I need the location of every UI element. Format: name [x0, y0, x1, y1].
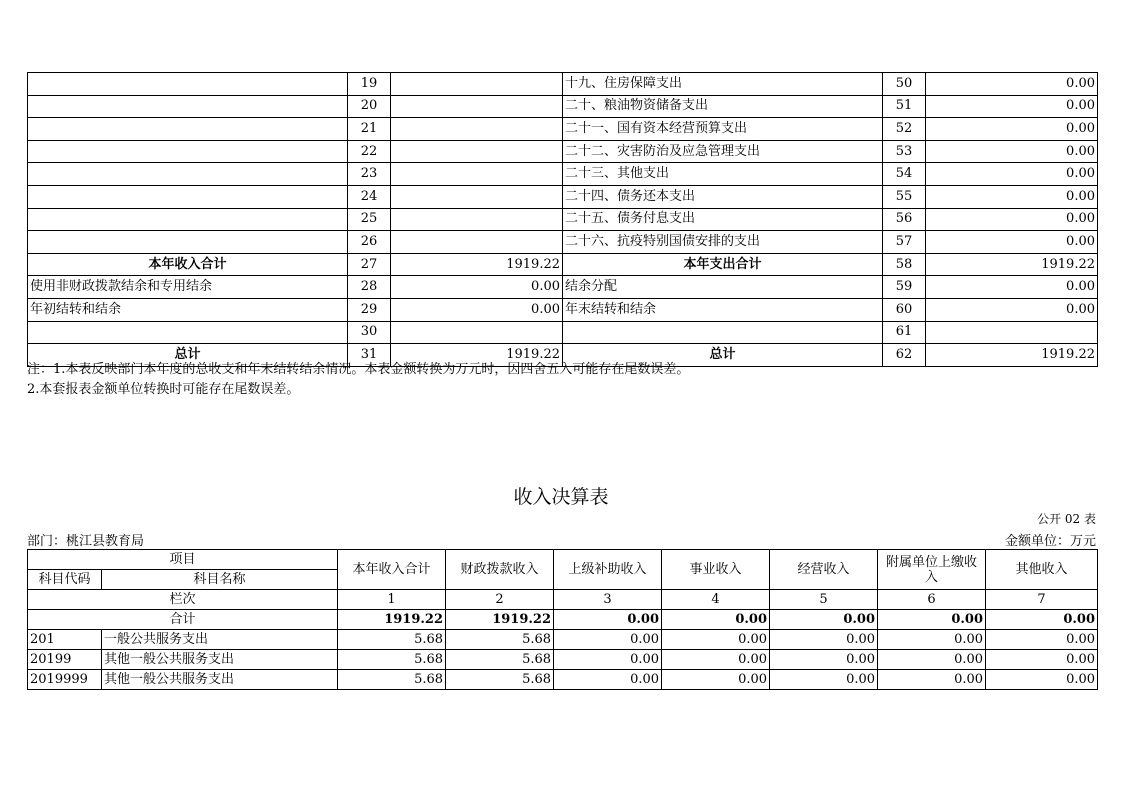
amount-cell: 0.00	[662, 650, 770, 670]
amount-cell: 5.68	[446, 630, 554, 650]
expenditure-amount: 0.00	[926, 95, 1098, 118]
department-label: 部门：桃江县教育局	[27, 534, 145, 549]
amount-cell: 0.00	[554, 630, 662, 650]
header-col-1: 本年收入合计	[338, 550, 446, 590]
amount-cell: 5.68	[446, 670, 554, 690]
total-value: 0.00	[986, 610, 1098, 630]
income-item-label	[28, 321, 348, 344]
amount-cell: 0.00	[878, 670, 986, 690]
income-row-number: 19	[348, 73, 391, 96]
income-amount: 0.00	[391, 298, 563, 321]
expenditure-item-label: 年末结转和结余	[563, 298, 883, 321]
income-row-number: 23	[348, 163, 391, 186]
column-number: 1	[338, 590, 446, 610]
expenditure-row-number: 58	[883, 253, 926, 276]
total-value: 1919.22	[338, 610, 446, 630]
income-item-label	[28, 231, 348, 254]
summary-row	[28, 95, 1098, 118]
header-subject-code: 科目代码	[28, 570, 102, 590]
amount-cell: 5.68	[338, 630, 446, 650]
subject-code: 20199	[28, 650, 102, 670]
column-number-row	[28, 590, 1098, 610]
expenditure-amount: 0.00	[926, 276, 1098, 299]
income-expenditure-summary-table	[27, 72, 1098, 367]
amount-cell: 0.00	[554, 650, 662, 670]
expenditure-item-label: 二十、粮油物资储备支出	[563, 95, 883, 118]
total-value: 1919.22	[446, 610, 554, 630]
income-row-number: 29	[348, 298, 391, 321]
income-item-label	[28, 118, 348, 141]
income-row-number: 26	[348, 231, 391, 254]
expenditure-row-number: 60	[883, 298, 926, 321]
subject-name: 一般公共服务支出	[102, 630, 338, 650]
expenditure-row-number: 52	[883, 118, 926, 141]
income-item-label: 本年收入合计	[28, 253, 348, 276]
income-row-number: 22	[348, 140, 391, 163]
income-item-label	[28, 185, 348, 208]
summary-row	[28, 321, 1098, 344]
amount-cell: 0.00	[770, 670, 878, 690]
income-row-number: 30	[348, 321, 391, 344]
expenditure-item-label: 本年支出合计	[563, 253, 883, 276]
expenditure-row-number: 57	[883, 231, 926, 254]
expenditure-item-label: 二十五、债务付息支出	[563, 208, 883, 231]
income-row-number: 31	[348, 344, 391, 367]
summary-row	[28, 253, 1098, 276]
amount-cell: 0.00	[986, 630, 1098, 650]
amount-cell: 0.00	[878, 650, 986, 670]
amount-cell: 0.00	[770, 630, 878, 650]
expenditure-item-label: 二十六、抗疫特别国债安排的支出	[563, 231, 883, 254]
expenditure-item-label: 二十一、国有资本经营预算支出	[563, 118, 883, 141]
row-label: 栏次	[28, 590, 338, 610]
income-item-label	[28, 73, 348, 96]
header-row-1	[28, 550, 1098, 570]
expenditure-amount: 1919.22	[926, 253, 1098, 276]
income-amount	[391, 95, 563, 118]
expenditure-item-label: 结余分配	[563, 276, 883, 299]
expenditure-amount: 0.00	[926, 140, 1098, 163]
column-number: 7	[986, 590, 1098, 610]
expenditure-item-label: 二十三、其他支出	[563, 163, 883, 186]
total-label: 合计	[28, 610, 338, 630]
amount-cell: 5.68	[446, 650, 554, 670]
expenditure-amount: 0.00	[926, 163, 1098, 186]
income-row-number: 21	[348, 118, 391, 141]
header-col-2: 财政拨款收入	[446, 550, 554, 590]
summary-row	[28, 185, 1098, 208]
header-col-6: 附属单位上缴收入	[878, 550, 986, 590]
total-value: 0.00	[878, 610, 986, 630]
page-title: 收入决算表	[513, 486, 609, 508]
amount-cell: 0.00	[662, 630, 770, 650]
amount-cell: 0.00	[662, 670, 770, 690]
summary-row	[28, 231, 1098, 254]
unit-label: 金额单位：万元	[1004, 534, 1096, 549]
expenditure-amount: 0.00	[926, 118, 1098, 141]
expenditure-item-label: 十九、住房保障支出	[563, 73, 883, 96]
income-row-number: 27	[348, 253, 391, 276]
column-number: 2	[446, 590, 554, 610]
income-row-number: 20	[348, 95, 391, 118]
expenditure-amount: 1919.22	[926, 344, 1098, 367]
summary-row	[28, 298, 1098, 321]
income-amount	[391, 231, 563, 254]
header-col-3: 上级补助收入	[554, 550, 662, 590]
income-item-label: 使用非财政拨款结余和专用结余	[28, 276, 348, 299]
summary-row	[28, 163, 1098, 186]
income-amount	[391, 208, 563, 231]
income-row-number: 28	[348, 276, 391, 299]
summary-row	[28, 118, 1098, 141]
header-col-7: 其他收入	[986, 550, 1098, 590]
column-number: 4	[662, 590, 770, 610]
expenditure-item-label	[563, 321, 883, 344]
expenditure-row-number: 51	[883, 95, 926, 118]
income-item-label: 年初结转和结余	[28, 298, 348, 321]
income-amount	[391, 185, 563, 208]
income-amount	[391, 118, 563, 141]
income-amount: 1919.22	[391, 344, 563, 367]
amount-cell: 0.00	[878, 630, 986, 650]
expenditure-amount: 0.00	[926, 73, 1098, 96]
expenditure-row-number: 55	[883, 185, 926, 208]
income-row-number: 24	[348, 185, 391, 208]
income-item-label	[28, 208, 348, 231]
total-value: 0.00	[662, 610, 770, 630]
table-row	[28, 630, 1098, 650]
subject-code: 2019999	[28, 670, 102, 690]
summary-row	[28, 73, 1098, 96]
subject-name: 其他一般公共服务支出	[102, 670, 338, 690]
subject-code: 201	[28, 630, 102, 650]
expenditure-item-label: 二十四、债务还本支出	[563, 185, 883, 208]
expenditure-row-number: 61	[883, 321, 926, 344]
table-row	[28, 670, 1098, 690]
income-row-number: 25	[348, 208, 391, 231]
income-amount: 1919.22	[391, 253, 563, 276]
income-amount	[391, 321, 563, 344]
expenditure-row-number: 54	[883, 163, 926, 186]
column-number: 5	[770, 590, 878, 610]
expenditure-amount	[926, 321, 1098, 344]
note-line-2: 2.本套报表金额单位转换时可能存在尾数误差。	[27, 382, 300, 397]
income-final-accounts-table	[27, 549, 1098, 690]
amount-cell: 0.00	[770, 650, 878, 670]
column-number: 3	[554, 590, 662, 610]
header-subject-name: 科目名称	[102, 570, 338, 590]
income-item-label: 总计	[28, 344, 348, 367]
expenditure-amount: 0.00	[926, 231, 1098, 254]
table-code: 公开 02 表	[1037, 512, 1096, 526]
subject-name: 其他一般公共服务支出	[102, 650, 338, 670]
header-item: 项目	[28, 550, 338, 570]
total-value: 0.00	[770, 610, 878, 630]
expenditure-item-label: 二十二、灾害防治及应急管理支出	[563, 140, 883, 163]
header-col-5: 经营收入	[770, 550, 878, 590]
income-item-label	[28, 95, 348, 118]
amount-cell: 0.00	[986, 650, 1098, 670]
amount-cell: 0.00	[986, 670, 1098, 690]
income-amount	[391, 163, 563, 186]
income-amount	[391, 73, 563, 96]
income-amount	[391, 140, 563, 163]
table-row	[28, 650, 1098, 670]
summary-row	[28, 208, 1098, 231]
expenditure-amount: 0.00	[926, 208, 1098, 231]
income-amount: 0.00	[391, 276, 563, 299]
summary-row	[28, 140, 1098, 163]
expenditure-row-number: 59	[883, 276, 926, 299]
expenditure-row-number: 50	[883, 73, 926, 96]
amount-cell: 0.00	[554, 670, 662, 690]
income-item-label	[28, 140, 348, 163]
expenditure-row-number: 53	[883, 140, 926, 163]
column-number: 6	[878, 590, 986, 610]
income-item-label	[28, 163, 348, 186]
amount-cell: 5.68	[338, 650, 446, 670]
note-line-1: 注：1.本表反映部门本年度的总收支和年末结转结余情况。本表金额转换为万元时，因四舍五入可能存在尾数误差。	[27, 362, 690, 377]
expenditure-amount: 0.00	[926, 298, 1098, 321]
amount-cell: 5.68	[338, 670, 446, 690]
expenditure-row-number: 62	[883, 344, 926, 367]
expenditure-row-number: 56	[883, 208, 926, 231]
summary-row	[28, 276, 1098, 299]
header-col-4: 事业收入	[662, 550, 770, 590]
expenditure-item-label: 总计	[563, 344, 883, 367]
expenditure-amount: 0.00	[926, 185, 1098, 208]
total-value: 0.00	[554, 610, 662, 630]
total-row	[28, 610, 1098, 630]
